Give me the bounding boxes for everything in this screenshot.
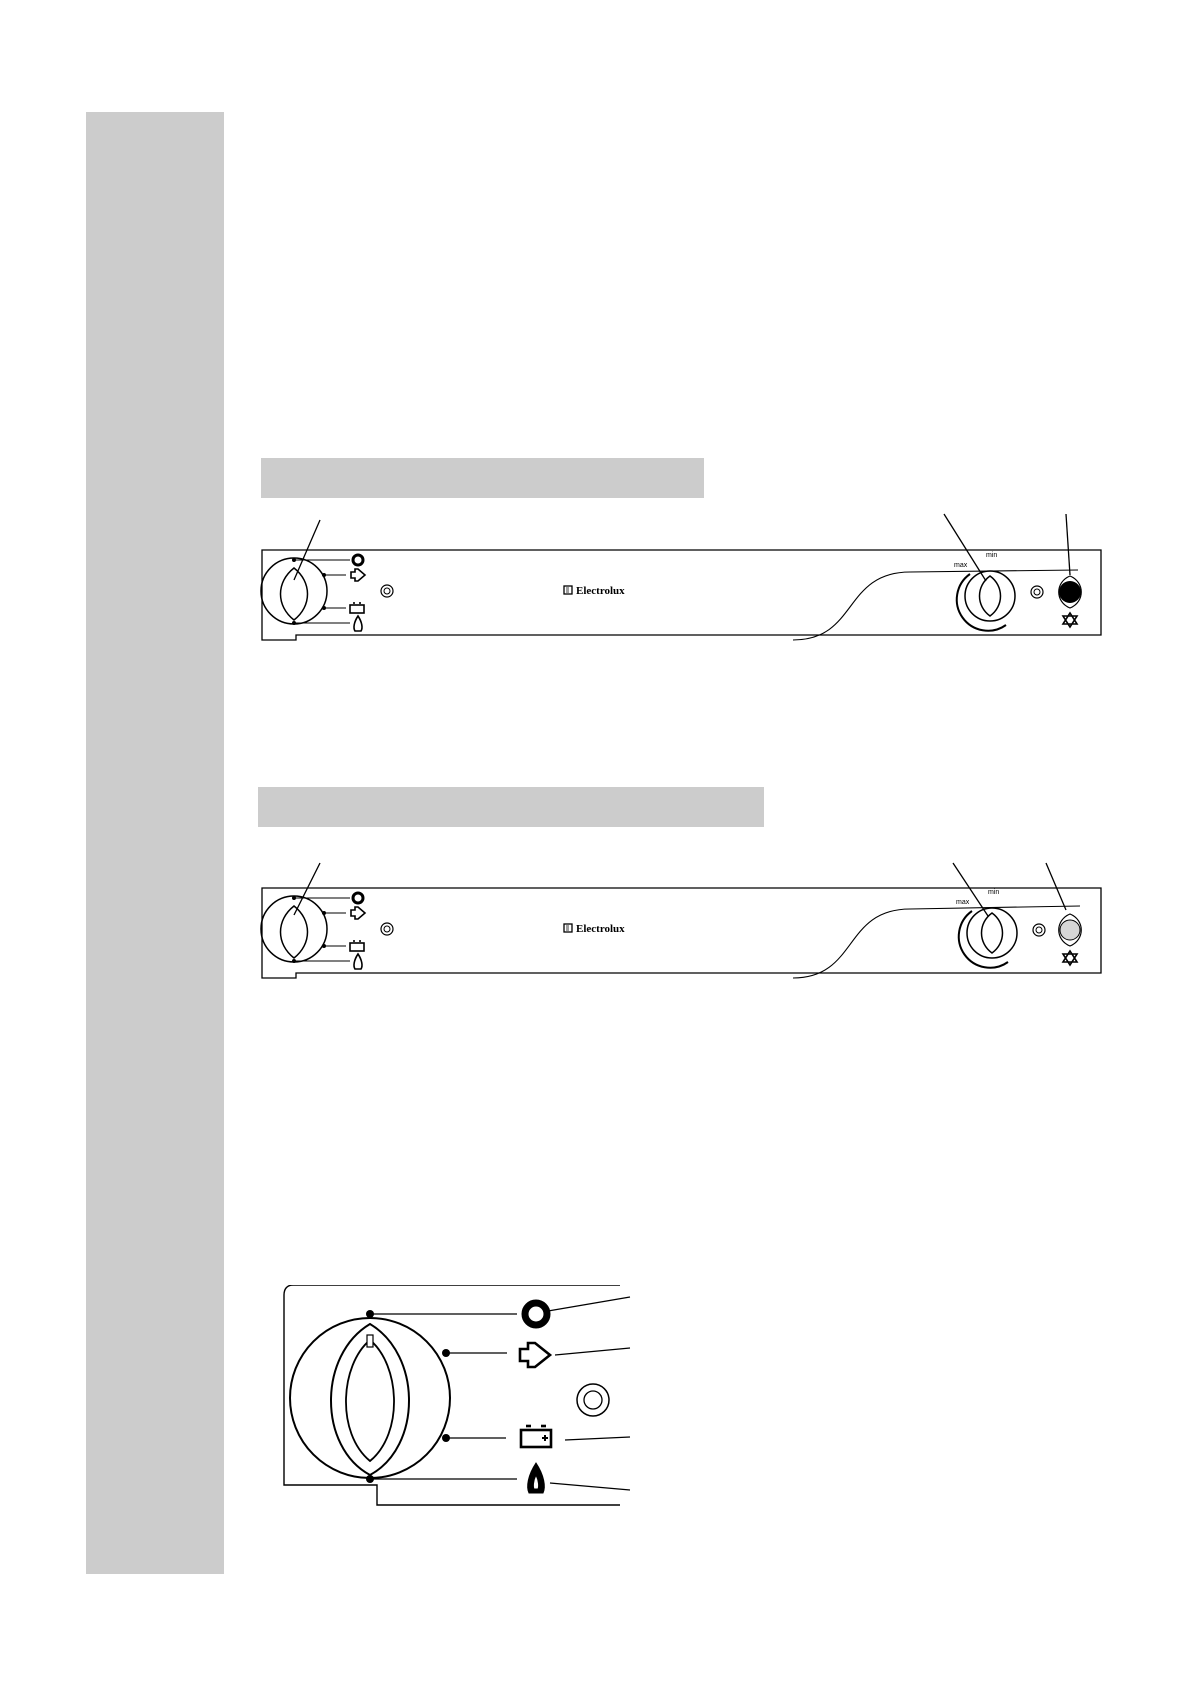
thermostat-max-label: max bbox=[956, 899, 970, 906]
energy-selector-detail bbox=[280, 1285, 640, 1525]
ignition-button[interactable] bbox=[1059, 576, 1082, 608]
flame-icon bbox=[354, 954, 362, 969]
thermostat-knob[interactable] bbox=[957, 571, 1015, 631]
thermostat-knob[interactable] bbox=[959, 908, 1017, 968]
battery-icon bbox=[350, 603, 364, 613]
control-panel-2 bbox=[258, 859, 1108, 999]
page-side-margin bbox=[86, 112, 224, 1574]
brand-name: Electrolux bbox=[576, 923, 625, 935]
spark-icon bbox=[1063, 613, 1077, 627]
plug-icon bbox=[351, 907, 365, 919]
off-icon bbox=[353, 893, 363, 903]
off-icon bbox=[353, 555, 363, 565]
selector-markers-detail bbox=[366, 1310, 517, 1483]
indicator-light-icon bbox=[577, 1384, 609, 1416]
thermostat-min-label: min bbox=[986, 552, 998, 559]
thermostat-indicator-icon bbox=[1031, 586, 1043, 598]
flame-icon bbox=[354, 616, 362, 631]
plug-icon bbox=[520, 1343, 550, 1367]
caption-bar-panel-1 bbox=[261, 458, 704, 498]
brand-name: Electrolux bbox=[576, 585, 625, 597]
energy-selector-knob[interactable] bbox=[261, 896, 327, 962]
energy-selector-knob[interactable] bbox=[261, 558, 327, 624]
ignition-button[interactable] bbox=[1059, 914, 1082, 946]
thermostat-indicator-icon bbox=[1033, 924, 1045, 936]
indicator-light-icon bbox=[381, 923, 393, 935]
thermostat-max-label: max bbox=[954, 562, 968, 569]
control-panel-1 bbox=[258, 510, 1108, 650]
callout-lines bbox=[548, 1297, 630, 1490]
selector-markers bbox=[292, 896, 350, 963]
leader-line-ignition bbox=[1046, 863, 1066, 910]
detail-outline bbox=[284, 1285, 620, 1505]
panel-curve bbox=[793, 570, 1078, 640]
leader-line-selector bbox=[294, 863, 320, 915]
panel-curve bbox=[793, 906, 1080, 978]
battery-icon bbox=[521, 1426, 551, 1447]
brand-logo bbox=[564, 923, 625, 935]
plug-icon bbox=[351, 569, 365, 581]
energy-selector-knob-detail[interactable] bbox=[290, 1318, 450, 1478]
leader-line-ignition bbox=[1066, 514, 1070, 575]
off-icon bbox=[525, 1303, 547, 1325]
thermostat-min-label: min bbox=[988, 889, 1000, 896]
selector-markers bbox=[292, 558, 350, 625]
battery-icon bbox=[350, 941, 364, 951]
flame-icon bbox=[528, 1463, 545, 1493]
caption-bar-panel-2 bbox=[258, 787, 764, 827]
indicator-light-icon bbox=[381, 585, 393, 597]
brand-logo bbox=[564, 585, 625, 597]
spark-icon bbox=[1063, 951, 1077, 965]
